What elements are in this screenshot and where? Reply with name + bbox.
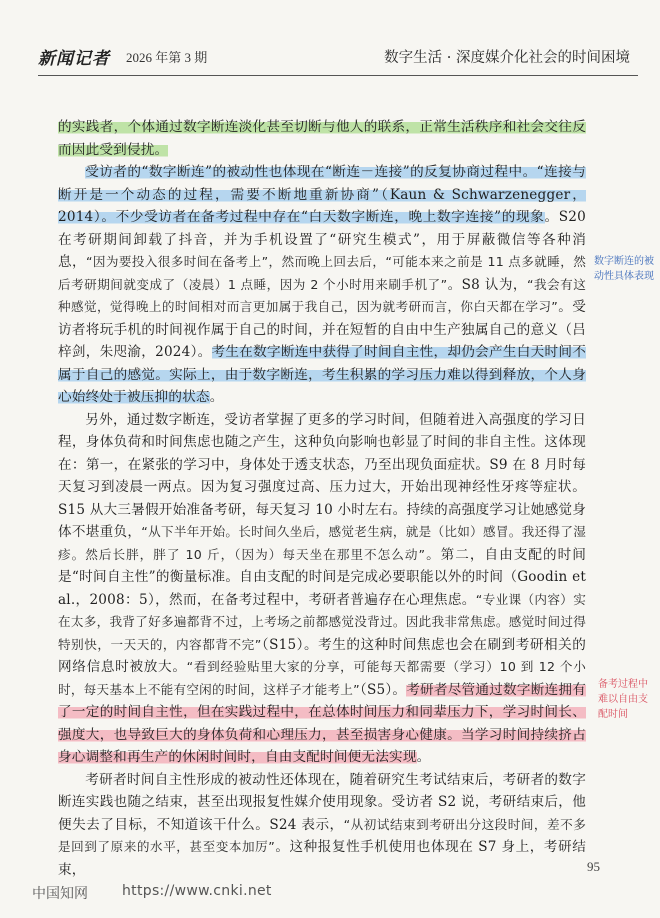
paragraph-1 [58, 116, 586, 161]
paragraph-text: 另外，通过数字断连，受访者掌握了更多的学习时间，但随着进入高强度的学习日程，身体负荷和时间焦虑也随之产生，这种负向影响也彰显了时间的非自主性。这体现在：第一，在紧张的学习中，身体处于透支状态，乃至出现负面症状。S9 在 8 月时每天复习到凌晨一两点。因为复习强度过高、压力过大，开始出现神经性牙疼等症状。S15 从大三暑假开始准备考研，每天复习 10 小时左右。持续的高强度学习让她感觉身体不堪重负， [58, 411, 586, 540]
paragraph-text: 。 [416, 749, 431, 765]
issue-label: 2026 年第 3 期 [126, 50, 208, 65]
interview-quote: “我会有这种感觉，觉得晚上的时间相对而言更加属于我自己，因为就考研而言，你白天都在学习” [58, 276, 586, 314]
interview-quote: “因为要投入很多时间在备考上”，然而晚上回去后，“可能本来之前是 11 点多就睡，然后考研期间就变成了（凌晨）1 点睡，因为 2 个小时用来刷手机了” [58, 254, 586, 292]
interview-quote: “从下半年开始。长时间久坐后，感觉老生病，就是（比如）感冒。我还得了湿疹。然后长胖，胖了 10 斤，（因为）每天坐在那里不怎么动” [58, 524, 586, 562]
paragraph-text: 考研者时间自主性形成的被动性还体现在，随着研究生考试结束后，考研者的数字断连实践也随之结束，甚至出现报复性媒介使用现象。受访者 S2 说，考研结束后，他便失去了目标，不知道该干什么。S24 表示， [58, 771, 586, 833]
margin-note-blue: 数字断连的被动性具体表现 [594, 256, 654, 282]
highlight-pink-text: 考研者尽管通过数字断连拥有了一定的时间自主性，但在实践过程中，在总体时间压力和同辈压力下，学习时间长、强度大，也导致巨大的身体负荷和心理压力，甚至损害身心健康。当学习时间持续挤占身心调整和再生产的休闲时间时，自由支配时间便无法实现 [58, 681, 586, 765]
header-divider [38, 75, 638, 76]
cnki-watermark: 中国知网 [32, 886, 88, 902]
highlight-blue-text: 考生在数字断连中获得了时间自主性，却仍会产生白天时间不属于自己的感觉。实际上，由于数字断连，考生积累的学习压力难以得到释放，个人身心始终处于被压抑的状态 [58, 344, 586, 405]
highlight-blue-text: 受访者的“数字断连”的被动性也体现在“断连－连接”的反复协商过程中。“连接与断开是一个动态的过程，需要不断地重新协商”（Kaun & Schwarzenegger，2014）。不少受访者在备考过程中存在“白天数字断连，晚上数字连接”的现象 [58, 164, 586, 225]
page-number: 95 [587, 859, 600, 874]
paragraph-2 [58, 161, 586, 409]
interview-quote: “专业课（内容）实在太多，我背了好多遍都背不过，上考场之前都感觉没背过。因此我非常焦虑。感觉时间过得特别快，一天天的，内容都背不完” [58, 591, 587, 652]
running-title: 数字生活 · 深度媒介化社会的时间困境 [384, 50, 630, 66]
highlight-green-text: 的实践者，个体通过数字断连淡化甚至切断与他人的联系，正常生活秩序和社会交往反而因此受到侵扰。 [58, 119, 586, 158]
paragraph-text: （S5）。 [359, 681, 407, 698]
interview-quote: “看到经验贴里大家的分享，可能每天都需要（学习）10 到 12 个小时，每天基本上不能有空闲的时间，这样子才能考上” [58, 659, 586, 697]
paragraph-text: 。这种报复性手机使用也体现在 S7 身上，考研结束， [58, 839, 586, 878]
journal-logo: 新闻记者 [38, 49, 110, 69]
paragraph-4 [58, 769, 586, 882]
cnki-url: https://www.cnki.net [122, 883, 272, 899]
page-header [38, 44, 630, 70]
paragraph-text: 。受访者将玩手机的时间视作属于自己的时间，并在短暂的自由中生产独属自己的意义（吕梓剑，朱咫渝，2024）。 [58, 299, 586, 360]
interview-quote: “从初试结束到考研出分这段时间，差不多是回到了原来的水平，甚至变本加厉” [58, 816, 586, 854]
paragraph-text: 。第二，自由支配的时间是“时间自主性”的衡量标准。自由支配的时间是完成必要职能以外的时间（Goodin et al.，2008：5），然而，在备考过程中，考研者普遍存在心理焦虑。 [58, 546, 586, 608]
paragraph-text: 。S20 在考研期间卸载了抖音，并为手机设置了“研究生模式”，用于屏蔽微信等各种消息， [58, 209, 586, 270]
article-body [58, 116, 586, 881]
paragraph-text: （S15）。考生的这种时间焦虑也会在刷到考研相关的网络信息时被放大。 [58, 636, 586, 675]
paragraph-text: 。S8 认为， [447, 276, 527, 293]
paragraph-text: 。 [209, 389, 224, 405]
margin-note-red: 备考过程中难以自由支配时间 [598, 679, 648, 720]
paragraph-3 [58, 409, 586, 769]
